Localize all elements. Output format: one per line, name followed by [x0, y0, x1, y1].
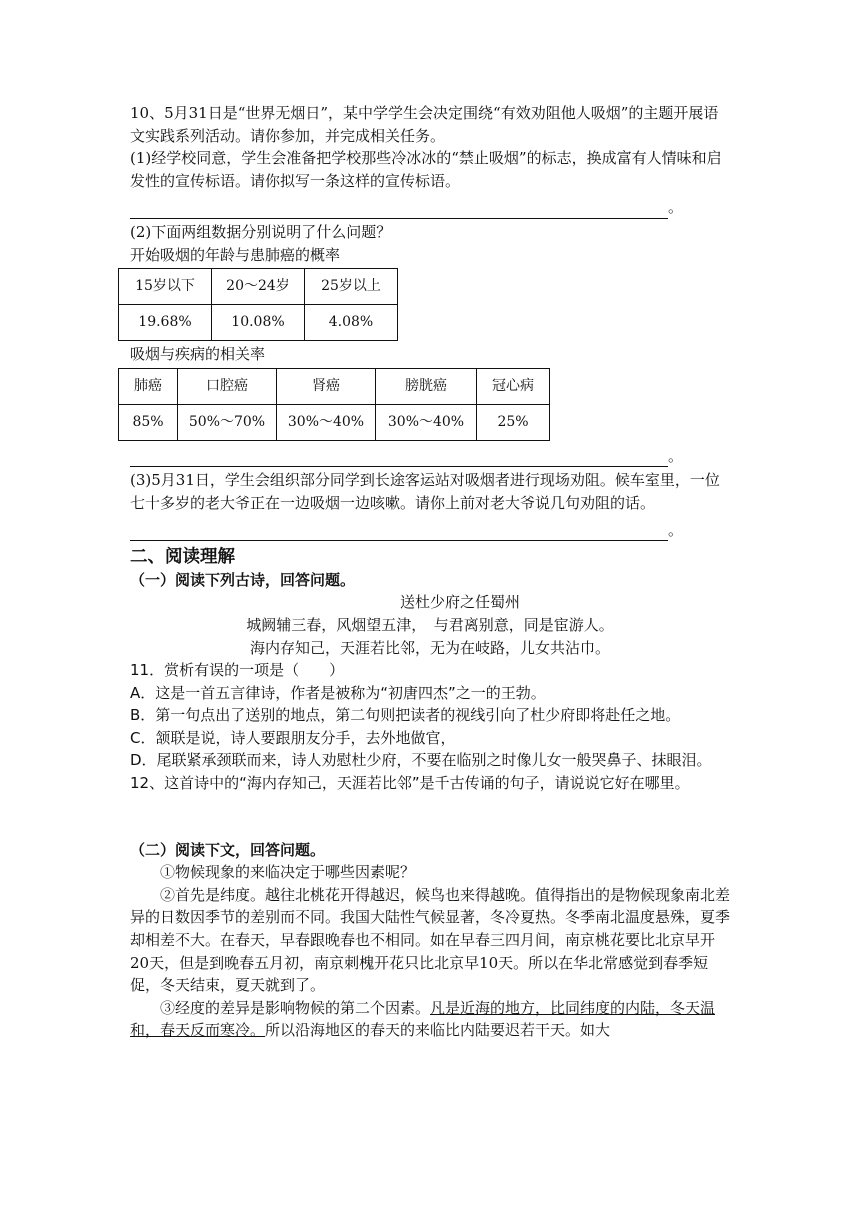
table1-caption: 开始吸烟的年龄与患肺癌的概率 [130, 245, 341, 264]
period: 。 [668, 446, 684, 465]
part2-title: （二）阅读下文，回答问题。 [130, 840, 326, 859]
table-cell: 50%～70% [178, 404, 277, 440]
answer-blank[interactable] [130, 448, 668, 467]
paragraph-3-end: 所以沿海地区的春天的来临比内陆要迟若干天。如大 [265, 1021, 611, 1040]
poem-line-1: 城阙辅三春，风烟望五津， 与君离别意，同是宦游人。 [246, 615, 614, 634]
table-cell: 85% [119, 404, 178, 440]
table-cell: 冠心病 [477, 368, 550, 404]
poem-line-2: 海内存知己，天涯若比邻，无为在岐路，儿女共沾巾。 [249, 638, 610, 657]
smoking-disease-table [118, 368, 550, 441]
answer-line-1[interactable] [130, 196, 730, 219]
option-d: D．尾联紧承颈联而来，诗人劝慰杜少府，不要在临别之时像儿女一般哭鼻子、抹眼泪。 [130, 751, 712, 770]
period: 。 [668, 520, 684, 539]
table-cell: 30%～40% [376, 404, 477, 440]
answer-space[interactable] [130, 795, 730, 839]
option-c: C．颔联是说，诗人要跟朋友分手，去外地做官， [130, 728, 456, 747]
q10-sub2: (2)下面两组数据分别说明了什么问题？ [130, 222, 392, 241]
table2-caption: 吸烟与疾病的相关率 [130, 345, 266, 364]
underlined-sentence: 凡是近海的地方，比同纬度的内陆，冬天温和，春天反而寒冷。 [130, 998, 716, 1040]
q10-intro: 10、5月31日是“世界无烟日”，某中学学生会决定围绕“有效劝阻他人吸烟”的主题开展语文实践系列活动。请你参加，并完成相关任务。 [130, 104, 719, 145]
age-cancer-table [118, 268, 398, 341]
section-title: 二、阅读理解 [130, 547, 235, 568]
table-cell: 20～24岁 [212, 269, 305, 305]
table-row [119, 269, 398, 305]
table-cell: 肾癌 [277, 368, 376, 404]
document-page [130, 102, 730, 1042]
table-cell: 4.08% [305, 305, 398, 341]
poem-title: 送杜少府之任蜀州 [399, 593, 520, 612]
table-row [119, 368, 550, 404]
paragraph-2: ②首先是纬度。越往北桃花开得越迟，候鸟也来得越晚。值得指出的是物候现象南北差异的日数因季节的差别而不同。我国大陆性气候显著，冬冷夏热。冬季南北温度悬殊，夏季却相差不大。在春天，早春跟晚春也不相同。如在早春三四月间，南京桃花要比北京早开20天，但是到晚春五月初，南京刺槐开花只比北京早10天。所以在华北常感觉到春季短促，冬天结束，夏天就到了。 [130, 885, 731, 995]
paragraph-1: ①物候现象的来临决定于哪些因素呢？ [160, 863, 416, 882]
table-cell: 25% [477, 404, 550, 440]
question-12: 12、这首诗中的“海内存知己，天涯若比邻”是千古传诵的句子，请说说它好在哪里。 [130, 774, 690, 793]
paragraph-3 [130, 997, 730, 1042]
part1-title: （一）阅读下列古诗，回答问题。 [130, 570, 356, 589]
table-cell: 19.68% [119, 305, 212, 341]
table-row [119, 404, 550, 440]
answer-blank[interactable] [130, 522, 668, 541]
q10-sub3: (3)5月31日，学生会组织部分同学到长途客运站对吸烟者进行现场劝阻。候车室里，一位七十多岁的老大爷正在一边吸烟一边咳嗽。请你上前对老大爷说几句劝阻的话。 [130, 471, 720, 512]
paragraph-3-start: ③经度的差异是影响物候的第二个因素。 [160, 998, 431, 1017]
table-cell: 10.08% [212, 305, 305, 341]
question-11: 11．赏析有误的一项是（ ） [130, 661, 345, 680]
table-cell: 15岁以下 [119, 269, 212, 305]
answer-line-2[interactable] [130, 445, 730, 468]
table-cell: 25岁以上 [305, 269, 398, 305]
q10-sub1: (1)经学校同意，学生会准备把学校那些冷冰冰的“禁止吸烟”的标志，换成富有人情味和启发性的宣传标语。请你拟写一条这样的宣传标语。 [130, 149, 722, 190]
answer-line-3[interactable] [130, 519, 730, 542]
option-a: A．这是一首五言律诗，作者是被称为“初唐四杰”之一的王勃。 [130, 683, 546, 702]
answer-blank[interactable] [130, 200, 668, 219]
option-b: B．第一句点出了送别的地点，第二句则把读者的视线引向了杜少府即将赴任之地。 [130, 706, 681, 725]
table-cell: 30%～40% [277, 404, 376, 440]
period: 。 [668, 198, 684, 217]
table-cell: 肺癌 [119, 368, 178, 404]
table-row [119, 305, 398, 341]
table-cell: 膀胱癌 [376, 368, 477, 404]
table-cell: 口腔癌 [178, 368, 277, 404]
